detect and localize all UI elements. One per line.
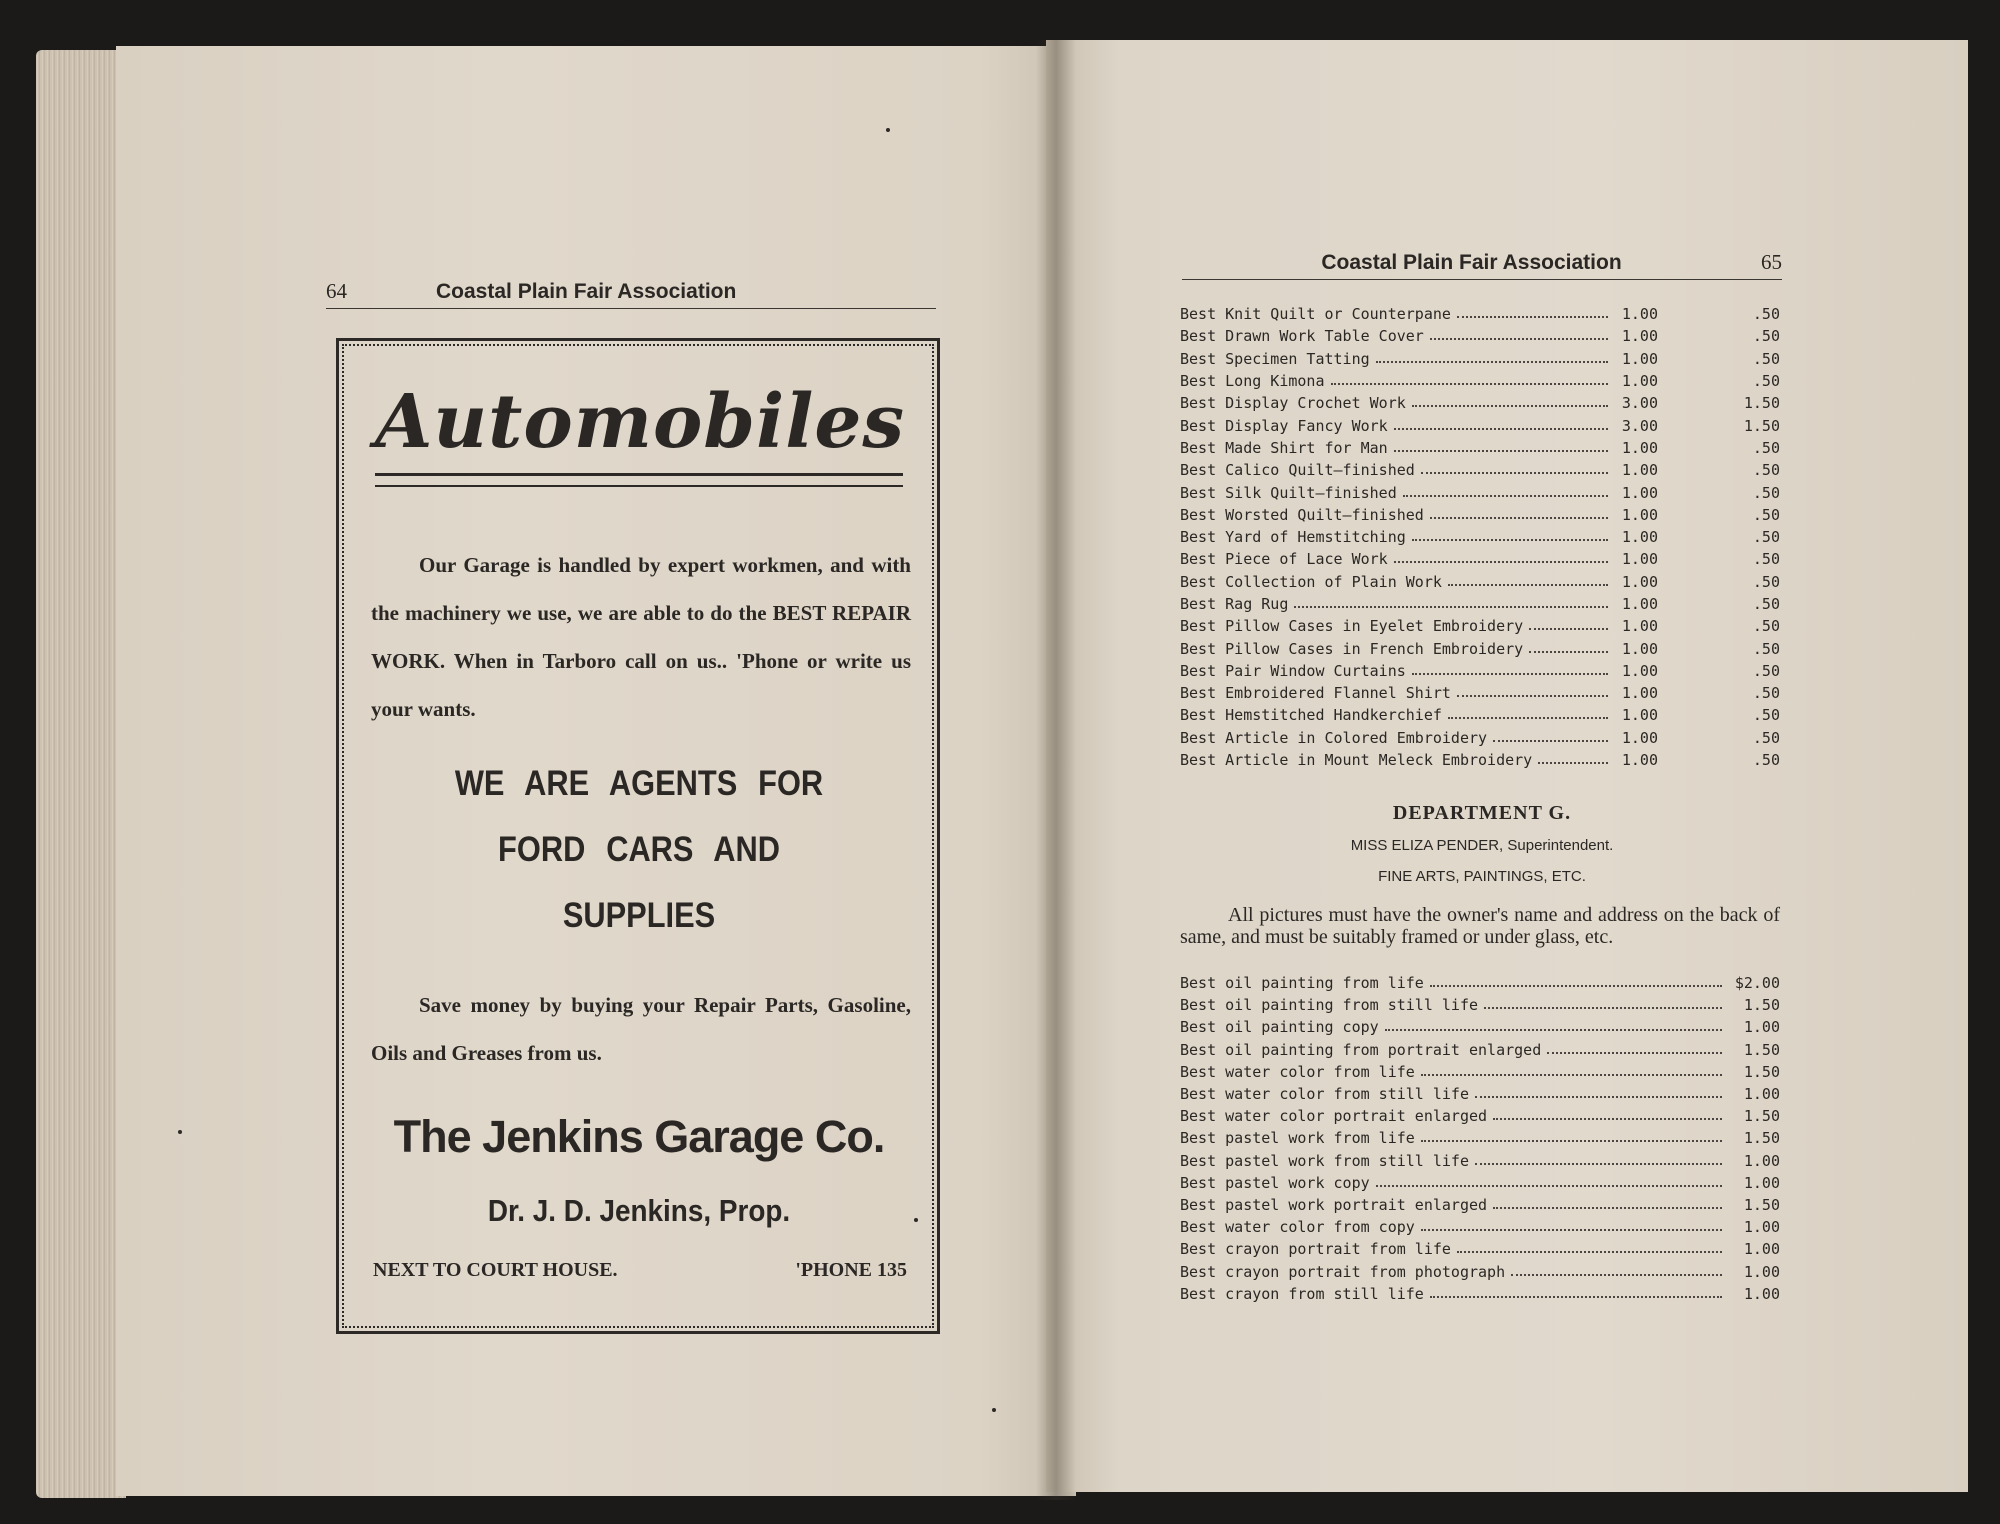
leader-dots	[1430, 338, 1608, 340]
first-prize: 3.00	[1621, 394, 1658, 413]
department-subject: FINE ARTS, PAINTINGS, ETC.	[1378, 868, 1586, 885]
leader-dots	[1547, 1052, 1722, 1054]
first-prize: 1.00	[1621, 617, 1658, 636]
prize-item: Best Article in Colored Embroidery	[1180, 728, 1488, 747]
prize-amount: 1.00	[1743, 1262, 1780, 1281]
prize-item: Best Knit Quilt or Counterpane	[1180, 305, 1451, 324]
prize-item: Best crayon from still life	[1180, 1284, 1424, 1303]
prize-item: Best oil painting from still life	[1180, 996, 1479, 1015]
prize-item: Best Pillow Cases in Eyelet Embroidery	[1180, 617, 1524, 636]
prize-row	[1180, 392, 1780, 414]
ad-proprietor: Dr. J. D. Jenkins, Prop.	[487, 1193, 791, 1228]
leader-dots	[1421, 1229, 1722, 1231]
prize-item: Best water color from still life	[1180, 1085, 1469, 1104]
prize-row	[1180, 481, 1780, 503]
leader-dots	[1412, 673, 1608, 675]
prize-item: Best Silk Quilt—finished	[1180, 483, 1397, 502]
prize-row	[1180, 437, 1780, 459]
prize-row	[1180, 1083, 1780, 1105]
book-gutter	[1036, 40, 1076, 1500]
prize-row	[1180, 1105, 1780, 1127]
prize-item: Best Piece of Lace Work	[1180, 550, 1388, 569]
prize-item: Best oil painting from life	[1180, 974, 1424, 993]
first-prize: 3.00	[1621, 416, 1658, 435]
leader-dots	[1412, 405, 1608, 407]
prize-item: Best Rag Rug	[1180, 595, 1289, 613]
prize-row	[1180, 459, 1780, 481]
ad-paragraph-1: Our Garage is handled by expert workmen, and with the machinery we use, we are able to do the BEST REPAIR WORK. When in Tarboro call on us.. 'Phone or write us your wants.	[371, 553, 911, 721]
right-page-number: 65	[1761, 250, 1782, 274]
prize-amount: 1.00	[1743, 1085, 1780, 1104]
prize-item: Best Collection of Plain Work	[1180, 572, 1442, 591]
second-prize: .50	[1752, 550, 1780, 569]
prize-row	[1180, 1260, 1780, 1282]
leader-dots	[1394, 428, 1608, 430]
second-prize: 1.50	[1743, 416, 1780, 435]
prize-item: Best Calico Quilt—finished	[1180, 461, 1415, 480]
prize-item: Best pastel work portrait enlarged	[1180, 1195, 1488, 1214]
prize-item: Best Drawn Work Table Cover	[1180, 327, 1424, 346]
prize-row	[1180, 1216, 1780, 1238]
first-prize: 1.00	[1621, 684, 1658, 703]
prize-item: Best Embroidered Flannel Shirt	[1180, 684, 1451, 703]
prize-amount: $2.00	[1734, 974, 1780, 993]
prize-row	[1180, 1127, 1780, 1149]
left-page-number: 64	[326, 279, 347, 303]
first-prize: 1.00	[1621, 305, 1658, 324]
first-prize: 1.00	[1621, 528, 1658, 547]
department-superintendent: MISS ELIZA PENDER, Superintendent.	[1350, 837, 1614, 854]
art-prize-list	[1180, 972, 1780, 1305]
first-prize: 1.00	[1621, 327, 1658, 346]
prize-row	[1180, 370, 1780, 392]
right-running-title: Coastal Plain Fair Association	[1321, 251, 1622, 274]
prize-item: Best Pillow Cases in French Embroidery	[1180, 639, 1524, 658]
leader-dots	[1493, 1207, 1722, 1209]
prize-item: Best water color portrait enlarged	[1180, 1107, 1488, 1126]
prize-row	[1180, 727, 1780, 749]
leader-dots	[1511, 1274, 1722, 1276]
prize-item: Best pastel work from still life	[1180, 1151, 1469, 1170]
prize-row	[1180, 749, 1780, 771]
prize-row	[1180, 571, 1780, 593]
prize-row	[1180, 972, 1780, 994]
leader-dots	[1457, 1251, 1722, 1253]
second-prize: .50	[1752, 349, 1780, 368]
leader-dots	[1430, 985, 1722, 987]
prize-item: Best water color from life	[1180, 1062, 1415, 1081]
prize-item: Best Yard of Hemstitching	[1180, 528, 1406, 547]
prize-amount: 1.00	[1743, 1284, 1780, 1303]
second-prize: .50	[1752, 572, 1780, 591]
second-prize: .50	[1752, 461, 1780, 480]
first-prize: 1.00	[1621, 751, 1658, 770]
prize-row	[1180, 1016, 1780, 1038]
paper-speck	[992, 1408, 996, 1412]
first-prize: 1.00	[1621, 706, 1658, 725]
leader-dots	[1493, 740, 1608, 742]
leader-dots	[1448, 584, 1608, 586]
prize-amount: 1.50	[1743, 1129, 1780, 1148]
prize-item: Best pastel work from life	[1180, 1129, 1415, 1148]
prize-row	[1180, 504, 1780, 526]
prize-row	[1180, 1039, 1780, 1061]
prize-item: Best oil painting from portrait enlarged	[1180, 1040, 1542, 1059]
leader-dots	[1376, 1185, 1722, 1187]
left-running-head	[326, 279, 936, 309]
leader-dots	[1430, 1296, 1722, 1298]
leader-dots	[1385, 1029, 1722, 1031]
leader-dots	[1484, 1007, 1722, 1009]
paper-speck	[886, 128, 890, 132]
first-prize: 1.00	[1621, 505, 1658, 524]
department-heading: DEPARTMENT G.	[1392, 802, 1572, 824]
prize-row	[1180, 348, 1780, 370]
ad-phone: 'PHONE 135	[795, 1259, 907, 1281]
ad-address: NEXT TO COURT HOUSE.	[373, 1259, 618, 1281]
second-prize: .50	[1752, 639, 1780, 658]
ad-agents-line-1: WE ARE AGENTS FOR	[454, 764, 824, 803]
first-prize: 1.00	[1621, 483, 1658, 502]
prize-amount: 1.00	[1743, 1240, 1780, 1259]
leader-dots	[1529, 651, 1608, 653]
ad-footer	[373, 1259, 907, 1282]
first-prize: 1.00	[1621, 572, 1658, 591]
prize-amount: 1.00	[1743, 1151, 1780, 1170]
leader-dots	[1457, 316, 1608, 318]
ad-paragraph-2: Save money by buying your Repair Parts, Gasoline, Oils and Greases from us.	[371, 993, 911, 1065]
second-prize: .50	[1752, 327, 1780, 346]
prize-item: Best pastel work copy	[1180, 1173, 1370, 1192]
prize-row	[1180, 1172, 1780, 1194]
prize-amount: 1.50	[1743, 1040, 1780, 1059]
needlework-prize-list	[1180, 303, 1780, 771]
prize-row	[1180, 1238, 1780, 1260]
leader-dots	[1394, 561, 1608, 563]
prize-item: Best water color from copy	[1180, 1218, 1415, 1237]
second-prize: .50	[1752, 305, 1780, 324]
prize-row	[1180, 526, 1780, 548]
first-prize: 1.00	[1621, 639, 1658, 658]
prize-item: Best Article in Mount Meleck Embroidery	[1180, 751, 1533, 770]
leader-dots	[1394, 450, 1608, 452]
prize-row	[1180, 637, 1780, 659]
leader-dots	[1376, 361, 1608, 363]
prize-item: Best crayon portrait from life	[1180, 1240, 1451, 1259]
prize-amount: 1.50	[1743, 1062, 1780, 1081]
second-prize: .50	[1752, 751, 1780, 770]
prize-item: Best Worsted Quilt—finished	[1180, 505, 1424, 524]
prize-row	[1180, 994, 1780, 1016]
leader-dots	[1421, 1074, 1722, 1076]
first-prize: 1.00	[1621, 461, 1658, 480]
leader-dots	[1538, 762, 1608, 764]
second-prize: .50	[1752, 595, 1780, 613]
prize-row	[1180, 682, 1780, 704]
prize-row	[1180, 704, 1780, 726]
page-edges	[36, 50, 126, 1498]
leader-dots	[1493, 1118, 1722, 1120]
second-prize: .50	[1752, 728, 1780, 747]
prize-amount: 1.00	[1743, 1173, 1780, 1192]
prize-item: Best oil painting copy	[1180, 1018, 1379, 1037]
leader-dots	[1421, 472, 1608, 474]
ad-title-rule	[375, 473, 903, 487]
second-prize: .50	[1752, 483, 1780, 502]
leader-dots	[1475, 1096, 1722, 1098]
prize-amount: 1.50	[1743, 996, 1780, 1015]
first-prize: 1.00	[1621, 372, 1658, 391]
second-prize: .50	[1752, 706, 1780, 725]
second-prize: .50	[1752, 438, 1780, 457]
prize-row	[1180, 548, 1780, 570]
leader-dots	[1529, 628, 1608, 630]
prize-item: Best Display Fancy Work	[1180, 416, 1388, 435]
ad-company-name: The Jenkins Garage Co.	[393, 1111, 885, 1162]
prize-row	[1180, 1150, 1780, 1172]
prize-row	[1180, 660, 1780, 682]
leader-dots	[1403, 495, 1608, 497]
department-note: All pictures must have the owner's name and address on the back of same, and must be suitably framed or under glass, etc.	[1180, 904, 1780, 948]
paper-speck	[178, 1130, 182, 1134]
leader-dots	[1430, 517, 1608, 519]
prize-row	[1180, 615, 1780, 637]
ad-agents-line-3: SUPPLIES	[562, 896, 716, 935]
prize-amount: 1.50	[1743, 1195, 1780, 1214]
second-prize: .50	[1752, 505, 1780, 524]
second-prize: .50	[1752, 372, 1780, 391]
leader-dots	[1457, 695, 1608, 697]
prize-item: Best Made Shirt for Man	[1180, 438, 1388, 457]
second-prize: .50	[1752, 684, 1780, 703]
first-prize: 1.00	[1621, 661, 1658, 680]
prize-item: Best Display Crochet Work	[1180, 394, 1406, 413]
ad-title: Automobiles	[374, 379, 906, 465]
garage-advertisement	[336, 338, 940, 1334]
left-running-title: Coastal Plain Fair Association	[436, 280, 737, 303]
prize-item: Best Long Kimona	[1180, 372, 1325, 391]
leader-dots	[1448, 717, 1608, 719]
leader-dots	[1331, 383, 1609, 385]
first-prize: 1.00	[1621, 349, 1658, 368]
leader-dots	[1412, 539, 1608, 541]
second-prize: .50	[1752, 617, 1780, 636]
second-prize: .50	[1752, 528, 1780, 547]
prize-row	[1180, 303, 1780, 325]
ad-agents-line-2: FORD CARS AND	[498, 830, 780, 869]
second-prize: 1.50	[1743, 394, 1780, 413]
leader-dots	[1475, 1163, 1722, 1165]
prize-row	[1180, 1194, 1780, 1216]
leader-dots	[1421, 1140, 1722, 1142]
second-prize: .50	[1752, 661, 1780, 680]
prize-row	[1180, 414, 1780, 436]
prize-amount: 1.50	[1743, 1107, 1780, 1126]
prize-amount: 1.00	[1743, 1018, 1780, 1037]
first-prize: 1.00	[1621, 438, 1658, 457]
prize-item: Best Pair Window Curtains	[1180, 661, 1406, 680]
prize-item: Best Specimen Tatting	[1180, 349, 1370, 368]
prize-row	[1180, 593, 1780, 615]
prize-item: Best crayon portrait from photograph	[1180, 1262, 1506, 1281]
first-prize: 1.00	[1621, 595, 1658, 613]
prize-item: Best Hemstitched Handkerchief	[1180, 706, 1442, 725]
prize-row	[1180, 1283, 1780, 1305]
prize-row	[1180, 1061, 1780, 1083]
first-prize: 1.00	[1621, 550, 1658, 569]
prize-amount: 1.00	[1743, 1218, 1780, 1237]
prize-row	[1180, 325, 1780, 347]
paper-speck	[914, 1218, 918, 1222]
ad-agents-block	[401, 751, 876, 949]
first-prize: 1.00	[1621, 728, 1658, 747]
right-running-head	[1182, 250, 1782, 280]
leader-dots	[1294, 606, 1608, 608]
